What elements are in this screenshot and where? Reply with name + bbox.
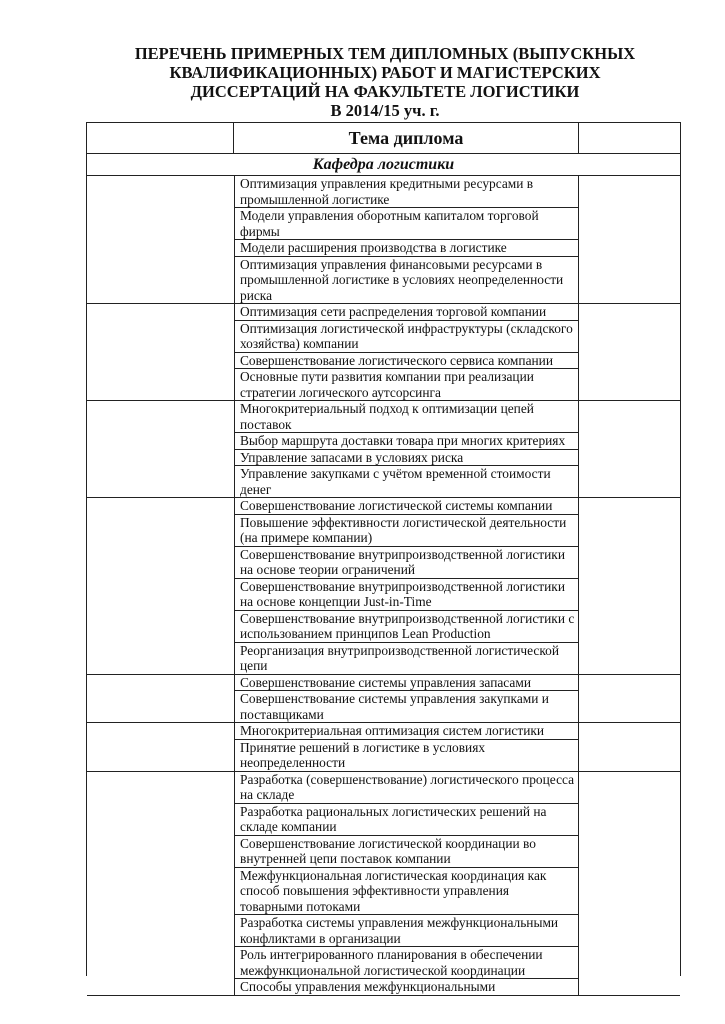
topic-cell: Оптимизация логистической инфраструктуры (складского хозяйства) компании bbox=[235, 321, 578, 353]
group-cell-left bbox=[87, 498, 235, 674]
topic-group bbox=[87, 498, 680, 675]
group-cell-right bbox=[578, 401, 680, 497]
topic-cell: Совершенствование внутрипроизводственной логистики на основе теории ограничений bbox=[235, 547, 578, 579]
topics-table bbox=[86, 122, 681, 994]
group-cell-right bbox=[578, 772, 680, 995]
group-cell-left bbox=[87, 675, 235, 723]
topic-cell: Совершенствование внутрипроизводственной логистики на основе концепции Just-in-Time bbox=[235, 579, 578, 611]
department-row: Кафедра логистики bbox=[87, 154, 680, 176]
topic-group bbox=[87, 304, 680, 401]
topic-group bbox=[87, 723, 680, 772]
group-cell-right bbox=[578, 723, 680, 771]
topic-cell: Разработка рациональных логистических решений на складе компании bbox=[235, 804, 578, 836]
title-line: ДИССЕРТАЦИЙ НА ФАКУЛЬТЕТЕ ЛОГИСТИКИ bbox=[190, 82, 580, 101]
group-cell-left bbox=[87, 176, 235, 303]
group-cell-right bbox=[578, 498, 680, 674]
header-cell-empty-left bbox=[87, 123, 234, 153]
title-line: ПЕРЕЧЕНЬ ПРИМЕРНЫХ ТЕМ ДИПЛОМНЫХ (ВЫПУСКНЫХ bbox=[134, 44, 636, 63]
topic-cell: Оптимизация сети распределения торговой компании bbox=[235, 304, 578, 321]
topic-cell: Повышение эффективности логистической деятельности (на примере компании) bbox=[235, 515, 578, 547]
group-cell-left bbox=[87, 304, 235, 400]
title-year: В 2014/15 уч. г. bbox=[330, 101, 440, 120]
topic-cell: Разработка (совершенствование) логистического процесса на складе bbox=[235, 772, 578, 804]
topic-cell: Принятие решений в логистике в условиях неопределенности bbox=[240, 739, 486, 770]
group-cell-left bbox=[87, 723, 235, 771]
topic-group bbox=[87, 675, 680, 724]
topic-cell: Оптимизация управления кредитными ресурсами в промышленной логистике bbox=[235, 176, 578, 208]
topic-cell: Оптимизация управления финансовыми ресурсами в промышленной логистике в условиях неопределенности риска bbox=[240, 256, 564, 303]
topic-cell: Основные пути развития компании при реализации стратегии логического аутсорсинга bbox=[240, 369, 534, 400]
group-cell-left bbox=[87, 772, 235, 995]
document-title bbox=[100, 44, 670, 120]
topic-cell: Совершенствование логистической системы компании bbox=[235, 498, 578, 515]
topic-cell: Межфункциональная логистическая координация как способ повышения эффективности управления товарными потоками bbox=[235, 868, 578, 916]
group-cell-left bbox=[87, 401, 235, 497]
column-header-topic: Тема диплома bbox=[348, 128, 464, 148]
topic-cell: Совершенствование системы управления закупками и поставщиками bbox=[240, 691, 549, 722]
topic-cell: Управление запасами в условиях риска bbox=[235, 450, 578, 467]
topic-cell: Модели расширения производства в логистике bbox=[235, 240, 578, 257]
topic-cell: Способы управления межфункциональными bbox=[240, 979, 496, 994]
topic-group bbox=[87, 772, 680, 996]
topic-cell: Совершенствование внутрипроизводственной логистики с использованием принципов Lean Production bbox=[235, 611, 578, 643]
topic-cell: Разработка системы управления межфункциональными конфликтами в организации bbox=[235, 915, 578, 947]
topic-cell: Роль интегрированного планирования в обеспечении межфункциональной логистической координации bbox=[235, 947, 578, 979]
title-line: КВАЛИФИКАЦИОННЫХ) РАБОТ И МАГИСТЕРСКИХ bbox=[169, 63, 601, 82]
topic-cell: Управление закупками с учётом временной стоимости денег bbox=[240, 466, 551, 497]
topic-cell: Многокритериальная оптимизация систем логистики bbox=[235, 723, 578, 740]
topic-cell: Совершенствование логистического сервиса компании bbox=[235, 353, 578, 370]
topic-group bbox=[87, 401, 680, 498]
table-header-row bbox=[87, 123, 680, 154]
group-cell-right bbox=[578, 176, 680, 303]
header-cell-empty-right bbox=[578, 123, 680, 153]
topic-cell: Многокритериальный подход к оптимизации цепей поставок bbox=[235, 401, 578, 433]
topic-cell: Модели управления оборотным капиталом торговой фирмы bbox=[235, 208, 578, 240]
topic-cell: Совершенствование системы управления запасами bbox=[235, 675, 578, 692]
group-cell-right bbox=[578, 304, 680, 400]
topic-cell: Совершенствование логистической координации во внутренней цепи поставок компании bbox=[235, 836, 578, 868]
topic-cell: Реорганизация внутрипроизводственной логистической цепи bbox=[240, 642, 560, 673]
table-body bbox=[87, 176, 680, 996]
group-cell-right bbox=[578, 675, 680, 723]
topic-group bbox=[87, 176, 680, 304]
topic-cell: Выбор маршрута доставки товара при многих критериях bbox=[235, 433, 578, 450]
